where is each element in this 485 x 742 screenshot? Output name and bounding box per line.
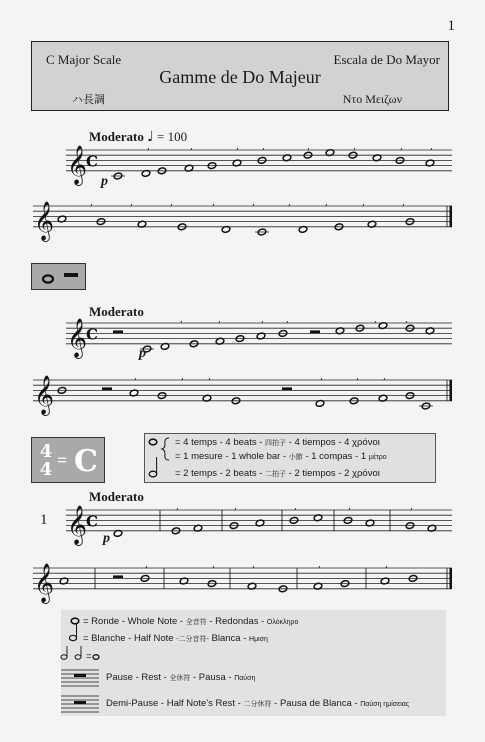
music-staff: [33, 206, 452, 227]
tempo-marking-2: Moderato: [89, 304, 144, 319]
breath-mark: ,: [374, 315, 377, 325]
title-spanish: Escala de Do Mayor: [333, 52, 440, 67]
half-note-icon: [69, 635, 76, 640]
breath-mark: ,: [318, 560, 321, 570]
legend-half-note: = Blanche - Half Note -二分音符- Blanca - Ημιση: [83, 633, 268, 644]
half-rest: [310, 330, 320, 333]
breath-mark: ,: [236, 142, 239, 152]
breath-mark: ,: [286, 315, 289, 325]
time-signature-bottom: 4: [39, 459, 53, 480]
music-staff: [66, 150, 452, 171]
breath-mark: ,: [181, 372, 184, 382]
breath-mark: ,: [134, 372, 137, 382]
whole-note-rest-box: [31, 263, 86, 290]
breath-mark: ,: [385, 560, 388, 570]
breath-mark: ,: [410, 502, 413, 512]
half-plus-half-icon: [61, 646, 99, 659]
time-info-line-2: = 1 mesure - 1 whole bar - 小節 - 1 compas - 1 μέτρο: [175, 451, 387, 462]
tempo-marking-3: Moderato: [89, 489, 144, 504]
whole-note-icon: [71, 618, 79, 624]
breath-mark: ,: [353, 142, 356, 152]
page-number: 1: [447, 18, 455, 34]
final-barline-thick: [450, 380, 453, 401]
half-rest: [102, 387, 112, 390]
breath-mark: ,: [307, 142, 310, 152]
final-barline-thick: [450, 568, 453, 589]
half-rest: [113, 330, 123, 333]
breath-mark: ,: [90, 198, 93, 208]
breath-mark: ,: [288, 198, 291, 208]
breath-mark: ,: [190, 142, 193, 152]
title-french: Gamme de Do Majeur: [159, 67, 321, 87]
brace-icon: [162, 438, 169, 460]
time-signature-box: [31, 437, 105, 483]
exercise-number: 1: [40, 512, 48, 528]
breath-mark: ,: [208, 372, 211, 382]
breath-mark: ,: [262, 142, 265, 152]
common-time-symbol: C: [74, 444, 98, 479]
breath-mark: ,: [402, 198, 405, 208]
breath-mark: ,: [430, 142, 433, 152]
legend-box: [61, 610, 446, 716]
whole-rest-icon: [64, 273, 78, 277]
treble-clef-icon: 𝄞: [34, 200, 55, 241]
treble-clef-icon: 𝄞: [34, 562, 55, 603]
breath-mark: ,: [218, 315, 221, 325]
whole-note-icon: [145, 434, 175, 484]
treble-clef-icon: 𝄞: [67, 504, 88, 545]
legend-sum-equals: =: [86, 651, 92, 662]
legend-whole-note: = Ronde - Whole Note - 全音符 - Redondas - Ολόκληρο: [83, 616, 299, 627]
breath-mark: ,: [320, 372, 323, 382]
half-rest: [113, 575, 123, 578]
breath-mark: ,: [348, 502, 351, 512]
title-english: C Major Scale: [46, 52, 122, 67]
breath-mark: ,: [356, 372, 359, 382]
time-signature-top: 4: [39, 441, 53, 462]
dynamic-piano-3: p: [103, 531, 110, 546]
breath-mark: ,: [145, 560, 148, 570]
breath-mark: ,: [261, 315, 264, 325]
half-rest: [282, 387, 292, 390]
breath-mark: ,: [294, 502, 297, 512]
legend-half-rest: Demi-Pause - Half Note's Rest - 二分休符 - Pausa de Blanca - Παύση ημίσειας: [106, 698, 410, 709]
half-note-icon: [149, 471, 157, 477]
breath-mark: ,: [212, 560, 215, 570]
time-info-box: [144, 433, 436, 483]
breath-mark: ,: [130, 198, 133, 208]
tempo-marking: Moderato ♩ = 100: [89, 129, 188, 145]
common-time-icon: C: [86, 325, 98, 344]
dynamic-piano-2: p: [139, 346, 146, 361]
whole-rest-staff-icon: [61, 670, 99, 686]
equals-sign: =: [57, 450, 68, 470]
final-barline-thick: [450, 206, 453, 227]
breath-mark: ,: [252, 198, 255, 208]
breath-mark: ,: [383, 372, 386, 382]
common-time-icon: C: [86, 152, 98, 171]
metronome-value: = 100: [156, 129, 188, 144]
breath-mark: ,: [252, 560, 255, 570]
breath-mark: ,: [180, 315, 183, 325]
time-info-line-3: = 2 temps - 2 beats - 二拍子 - 2 tiempos - 2 χρόνοι: [175, 468, 380, 479]
dynamic-piano: p: [101, 174, 108, 189]
breath-mark: ,: [405, 315, 408, 325]
treble-clef-icon: 𝄞: [67, 317, 88, 358]
music-staff: [33, 568, 452, 589]
quarter-note-icon: ♩: [147, 129, 154, 145]
treble-clef-icon: 𝄞: [34, 374, 55, 415]
title-japanese: ハ長調: [72, 93, 105, 106]
common-time-icon: C: [86, 512, 98, 531]
breath-mark: ,: [212, 198, 215, 208]
breath-mark: ,: [147, 142, 150, 152]
treble-clef-icon: 𝄞: [67, 144, 88, 185]
half-rest-staff-icon: [61, 696, 99, 712]
breath-mark: ,: [400, 142, 403, 152]
breath-mark: ,: [234, 502, 237, 512]
music-staff: [33, 380, 452, 401]
breath-mark: ,: [170, 198, 173, 208]
legend-rest: Pause - Rest - 全休符 - Pausa - Παύση: [106, 672, 256, 683]
title-greek: Ντο Μειζων: [342, 92, 402, 106]
breath-mark: ,: [325, 198, 328, 208]
breath-mark: ,: [176, 502, 179, 512]
whole-note-icon: [32, 264, 87, 291]
time-info-line-1: = 4 temps - 4 beats - 四拍子 - 4 tiempos - 4 χρόνοι: [175, 437, 380, 448]
breath-mark: ,: [362, 198, 365, 208]
